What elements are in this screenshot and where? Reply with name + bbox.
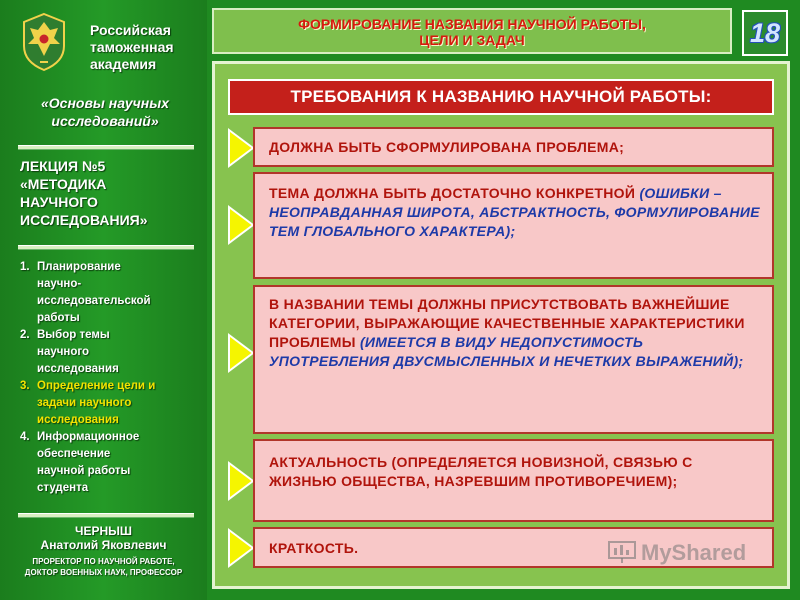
requirements-heading: ТРЕБОВАНИЯ К НАЗВАНИЮ НАУЧНОЙ РАБОТЫ: bbox=[228, 79, 774, 115]
presentation-icon bbox=[607, 540, 637, 564]
slide-number: 18 bbox=[749, 18, 781, 48]
outline-item-number: 1. bbox=[20, 261, 30, 273]
outline-item-line: Планирование bbox=[37, 261, 121, 273]
sidebar-divider bbox=[18, 245, 194, 250]
author-name bbox=[0, 524, 207, 552]
author-title-line: ПРОРЕКТОР ПО НАУЧНОЙ РАБОТЕ, bbox=[32, 557, 175, 566]
requirement-item bbox=[253, 439, 774, 522]
outline-item bbox=[20, 327, 202, 378]
arrow-right-icon bbox=[227, 128, 255, 168]
requirement-note: (ОШИБКИ – НЕОПРАВДАННАЯ ШИРОТА, АБСТРАКТНОСТЬ, ФОРМУЛИРОВАНИЕ ТЕМ ГЛОБАЛЬНОГО ХАРАКТЕРА); bbox=[269, 185, 760, 239]
author-name-line: ЧЕРНЫШ bbox=[75, 524, 132, 538]
lecture-title-line: ИССЛЕДОВАНИЯ» bbox=[20, 212, 148, 228]
watermark-text: MyShared bbox=[641, 540, 747, 565]
sidebar-divider bbox=[18, 513, 194, 518]
arrow-right-icon bbox=[227, 461, 255, 501]
outline-item bbox=[20, 429, 202, 497]
outline-item-line: Определение цели и bbox=[37, 380, 156, 392]
slide-header bbox=[212, 8, 732, 54]
outline-item-current bbox=[20, 378, 202, 429]
arrow-right-icon bbox=[227, 528, 255, 568]
requirement-text: КРАТКОСТЬ. bbox=[269, 540, 359, 556]
lecture-title bbox=[20, 157, 200, 229]
outline-item-line: исследовательской bbox=[37, 295, 151, 307]
outline-item-line: научной работы bbox=[37, 465, 131, 477]
outline-item-line: работы bbox=[37, 312, 80, 324]
course-title bbox=[10, 94, 200, 130]
requirement-text: В НАЗВАНИИ ТЕМЫ ДОЛЖНЫ ПРИСУТСТВОВАТЬ ВАЖНЕЙШИЕ КАТЕГОРИИ, ВЫРАЖАЮЩИЕ КАЧЕСТВЕННЫЕ ХАРАКТЕРИСТИКИ ПРОБЛЕМЫ bbox=[269, 296, 745, 350]
arrow-right-icon bbox=[227, 205, 255, 245]
author-title-line: ДОКТОР ВОЕННЫХ НАУК, ПРОФЕССОР bbox=[24, 568, 183, 577]
customs-emblem-icon bbox=[20, 12, 68, 72]
academy-name-line: таможенная bbox=[90, 39, 174, 55]
requirement-item bbox=[253, 172, 774, 279]
lecture-outline bbox=[20, 259, 202, 497]
outline-item bbox=[20, 259, 202, 327]
academy-name-line: академия bbox=[90, 56, 157, 72]
outline-item-number: 3. bbox=[20, 380, 30, 392]
requirement-note: (ИМЕЕТСЯ В ВИДУ НЕДОПУСТИМОСТЬ УПОТРЕБЛЕНИЯ ДВУСМЫСЛЕННЫХ И НЕЧЕТКИХ ВЫРАЖЕНИЙ); bbox=[269, 334, 744, 369]
requirement-text: АКТУАЛЬНОСТЬ (ОПРЕДЕЛЯЕТСЯ НОВИЗНОЙ, СВЯЗЬЮ С ЖИЗНЬЮ ОБЩЕСТВА, НАЗРЕВШИМ ПРОТИВОРЕЧИЕМ); bbox=[269, 454, 693, 489]
academy-name bbox=[90, 22, 205, 73]
outline-item-number: 4. bbox=[20, 431, 30, 443]
requirement-text: ТЕМА ДОЛЖНА БЫТЬ ДОСТАТОЧНО КОНКРЕТНОЙ bbox=[269, 185, 636, 201]
course-title-line: «Основы научных bbox=[41, 95, 169, 111]
sidebar-divider bbox=[18, 145, 194, 150]
slide-title bbox=[214, 10, 730, 48]
requirement-item bbox=[253, 127, 774, 167]
outline-item-number: 2. bbox=[20, 329, 30, 341]
outline-item-line: задачи научного bbox=[37, 397, 132, 409]
author-title bbox=[0, 556, 207, 578]
author-name-line: Анатолий Яковлевич bbox=[40, 538, 167, 552]
slide-title-line: ФОРМИРОВАНИЕ НАЗВАНИЯ НАУЧНОЙ РАБОТЫ, bbox=[298, 16, 646, 32]
outline-item-line: научного bbox=[37, 346, 90, 358]
outline-item-line: Информационное bbox=[37, 431, 140, 443]
lecture-title-line: «МЕТОДИКА bbox=[20, 176, 107, 192]
outline-item-line: исследования bbox=[37, 363, 119, 375]
arrow-right-icon bbox=[227, 333, 255, 373]
outline-item-line: студента bbox=[37, 482, 89, 494]
requirement-text: ДОЛЖНА БЫТЬ СФОРМУЛИРОВАНА ПРОБЛЕМА; bbox=[269, 139, 625, 155]
outline-item-line: Выбор темы bbox=[37, 329, 110, 341]
lecture-title-line: НАУЧНОГО bbox=[20, 194, 98, 210]
requirement-item bbox=[253, 285, 774, 434]
watermark bbox=[607, 538, 767, 568]
sidebar bbox=[0, 0, 207, 600]
course-title-line: исследований» bbox=[51, 113, 159, 129]
slide-title-line: ЦЕЛИ И ЗАДАЧ bbox=[419, 32, 525, 48]
outline-item-line: исследования bbox=[37, 414, 119, 426]
slide-number-badge bbox=[742, 10, 788, 56]
outline-item-line: научно- bbox=[37, 278, 82, 290]
lecture-title-line: ЛЕКЦИЯ №5 bbox=[20, 158, 106, 174]
outline-item-line: обеспечение bbox=[37, 448, 111, 460]
academy-name-line: Российская bbox=[90, 22, 171, 38]
